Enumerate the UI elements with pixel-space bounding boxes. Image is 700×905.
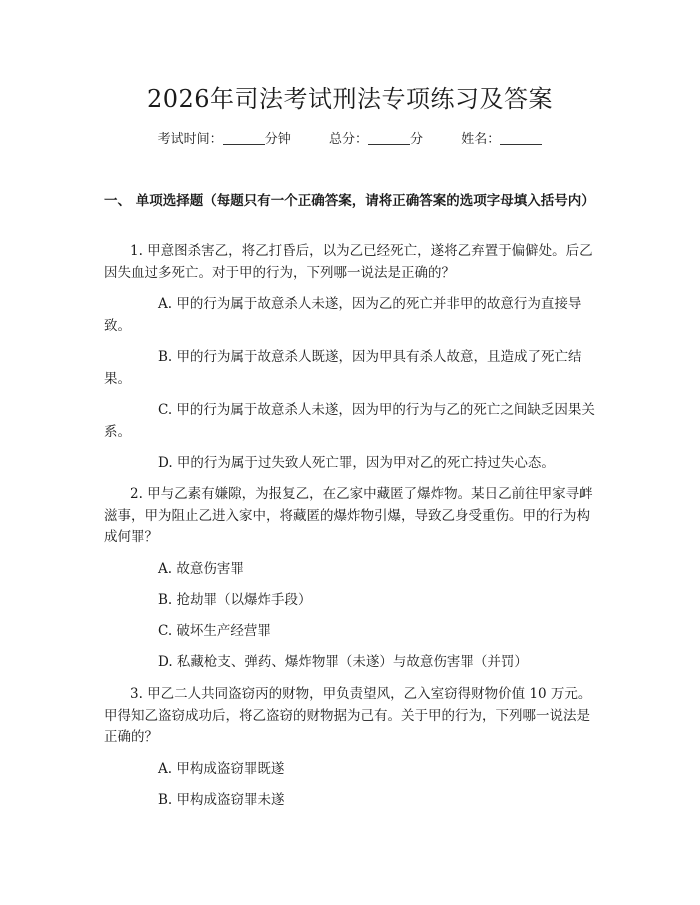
question-1 xyxy=(104,241,600,284)
option-text: B. 甲构成盗窃罪未遂 xyxy=(158,792,285,808)
time-unit: 分钟 xyxy=(264,132,291,147)
question-1-option-c xyxy=(104,400,600,443)
exam-info-line xyxy=(0,130,700,150)
option-text: B. 抢劫罪（以爆炸手段） xyxy=(158,592,312,608)
question-text: 1. 甲意图杀害乙，将乙打昏后，以为乙已经死亡，遂将乙弃置于偏僻处。后乙因失血过多死亡。对于甲的行为，下列哪一说法是正确的？ xyxy=(104,243,593,281)
time-label: 考试时间： xyxy=(157,132,223,147)
option-text: A. 故意伤害罪 xyxy=(158,561,244,577)
score-blank xyxy=(368,130,410,145)
question-2 xyxy=(104,484,600,549)
question-2-option-c xyxy=(104,621,600,643)
section-heading: 一、 单项选择题（每题只有一个正确答案，请将正确答案的选项字母填入括号内） xyxy=(104,193,595,209)
option-text: C. 甲的行为属于故意杀人未遂，因为甲的行为与乙的死亡之间缺乏因果关系。 xyxy=(104,402,595,440)
question-1-option-b xyxy=(104,347,600,390)
question-2-option-d xyxy=(104,652,600,674)
question-3-option-a xyxy=(104,759,600,781)
question-text: 2. 甲与乙素有嫌隙，为报复乙，在乙家中藏匿了爆炸物。某日乙前往甲家寻衅滋事，甲为阻止乙进入家中，将藏匿的爆炸物引爆，导致乙身受重伤。甲的行为构成何罪？ xyxy=(104,486,593,545)
name-blank xyxy=(500,130,542,145)
question-3-option-b xyxy=(104,790,600,812)
option-text: A. 甲构成盗窃罪既遂 xyxy=(158,761,285,777)
question-1-option-a xyxy=(104,294,600,337)
question-1-option-d xyxy=(104,453,600,475)
document-title: 2026年司法考试刑法专项练习及答案 xyxy=(146,85,554,113)
question-text: 3. 甲乙二人共同盗窃丙的财物，甲负责望风，乙入室窃得财物价值 10 万元。甲得知乙盗窃成功后，将乙盗窃的财物据为己有。关于甲的行为，下列哪一说法是正确的？ xyxy=(104,686,592,745)
time-blank xyxy=(223,130,265,145)
option-text: D. 私藏枪支、弹药、爆炸物罪（未遂）与故意伤害罪（并罚） xyxy=(158,654,528,670)
question-2-option-a xyxy=(104,559,600,581)
question-3 xyxy=(104,684,600,749)
score-unit: 分 xyxy=(410,132,424,147)
option-text: A. 甲的行为属于故意杀人未遂，因为乙的死亡并非甲的故意行为直接导致。 xyxy=(104,296,582,334)
question-2-option-b xyxy=(104,590,600,612)
score-label: 总分： xyxy=(328,132,368,147)
option-text: B. 甲的行为属于故意杀人既遂，因为甲具有杀人故意，且造成了死亡结果。 xyxy=(104,349,582,387)
option-text: C. 破坏生产经营罪 xyxy=(158,623,271,639)
name-label: 姓名： xyxy=(461,132,501,147)
option-text: D. 甲的行为属于过失致人死亡罪，因为甲对乙的死亡持过失心态。 xyxy=(158,455,555,471)
